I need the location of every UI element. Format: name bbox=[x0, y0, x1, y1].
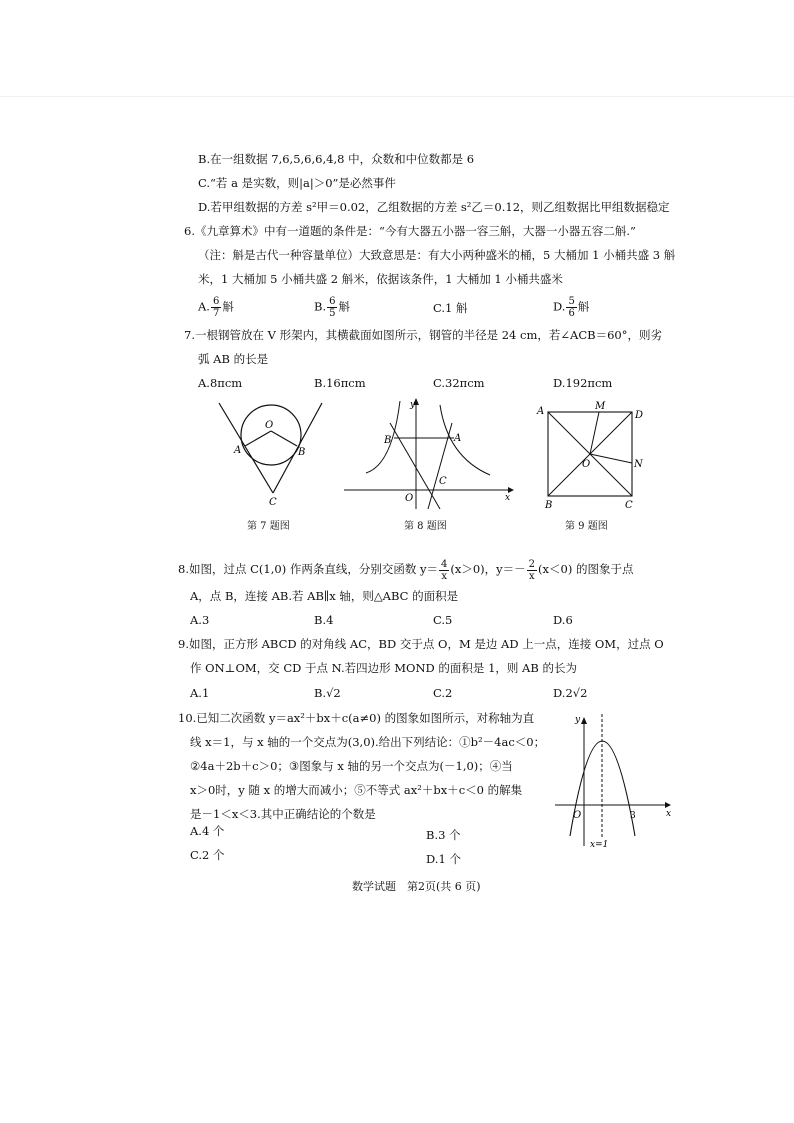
fig8-label-x: x bbox=[505, 493, 511, 503]
q8-post: (x＜0) 的图象于点 bbox=[538, 562, 634, 576]
fig7-radius-ob bbox=[271, 431, 297, 446]
q6-option-b-den: 5 bbox=[329, 308, 336, 319]
fig7-label-b: B bbox=[298, 447, 306, 458]
q6-line-3: 米，1 大桶加 5 小桶共盛 2 斛米，依据该条件，1 大桶加 1 小桶共盛米 bbox=[198, 272, 563, 286]
q8-f2-den: x bbox=[529, 570, 535, 582]
q6-option-a[interactable] bbox=[198, 296, 234, 319]
q7-option-d[interactable]: D.192πcm bbox=[553, 376, 613, 390]
fig9-segment-om bbox=[590, 412, 599, 454]
q8-f1-den: x bbox=[441, 570, 447, 582]
fig7-radius-oa bbox=[245, 431, 271, 446]
q6-option-d-num: 5 bbox=[568, 296, 575, 307]
q10-option-c[interactable]: C.2 个 bbox=[190, 848, 225, 862]
fig9-label-n: N bbox=[634, 459, 643, 470]
q9-option-b[interactable]: B.√2 bbox=[314, 686, 341, 700]
fig10-y-arrow bbox=[581, 717, 587, 724]
fig8-line-cb bbox=[390, 423, 440, 509]
q8-fraction-2 bbox=[527, 559, 537, 582]
fig9-label-c: C bbox=[625, 500, 633, 510]
q9-option-a[interactable]: A.1 bbox=[190, 686, 210, 700]
q10-line-1: 10.已知二次函数 y＝ax²＋bx＋c(a≠0) 的图象如图所示，对称轴为直 bbox=[178, 711, 535, 725]
q7-option-c[interactable]: C.32πcm bbox=[433, 376, 485, 390]
q10-line-4: x＞0时，y 随 x 的增大而减小；⑤不等式 ax²＋bx＋c＜0 的解集 bbox=[190, 783, 523, 797]
q8-fraction-1 bbox=[439, 559, 449, 582]
q6-line-2: （注：斛是古代一种容量单位）大致意思是：有大小两种盛米的桶，5 大桶加 1 小桶共盛 3 斛 bbox=[198, 248, 676, 262]
fig9-caption: 第 9 题图 bbox=[565, 521, 608, 532]
fig9-label-b: B bbox=[545, 500, 553, 510]
fig7-caption: 第 7 题图 bbox=[247, 521, 290, 532]
fig7-v-left bbox=[219, 403, 273, 493]
q5-option-c: C.“若 a 是实数，则|a|＞0”是必然事件 bbox=[198, 176, 396, 190]
scan-edge bbox=[0, 96, 794, 97]
q6-option-c[interactable]: C.1 斛 bbox=[433, 301, 468, 315]
q8-line-2: A，点 B，连接 AB.若 AB∥x 轴，则△ABC 的面积是 bbox=[190, 589, 459, 603]
fig7-circle bbox=[241, 405, 301, 465]
q8-f1-num: 4 bbox=[441, 558, 448, 570]
q6-option-b-prefix: B. bbox=[314, 299, 327, 314]
q9-option-d[interactable]: D.2√2 bbox=[553, 686, 588, 700]
fig10-label-y: y bbox=[575, 715, 581, 725]
fig8-label-a: A bbox=[454, 433, 462, 444]
figure-10 bbox=[553, 708, 681, 850]
q8-option-b[interactable]: B.4 bbox=[314, 613, 334, 627]
fig8-label-c: C bbox=[439, 476, 447, 487]
q6-option-d-unit: 斛 bbox=[577, 299, 590, 314]
q8-option-c[interactable]: C.5 bbox=[433, 613, 453, 627]
fig7-label-c: C bbox=[269, 497, 277, 508]
q6-option-a-prefix: A. bbox=[198, 299, 210, 314]
q6-line-1: 6.《九章算术》中有一道题的条件是：“今有大器五小器一容三斛，大器一小器五容二斛.” bbox=[184, 224, 636, 238]
q9-line-1: 9.如图，正方形 ABCD 的对角线 AC，BD 交于点 O，M 是边 AD 上一点，连接 OM，过点 O bbox=[178, 637, 664, 651]
q10-line-2: 线 x＝1，与 x 轴的一个交点为(3,0).给出下列结论：①b²－4ac＜0； bbox=[190, 735, 546, 749]
fig10-label-o: O bbox=[573, 810, 582, 821]
page-footer: 数学试题 第2页(共 6 页) bbox=[352, 880, 481, 893]
fig10-label-x: x bbox=[666, 809, 672, 819]
q6-option-d[interactable] bbox=[553, 296, 589, 319]
fig7-label-a: A bbox=[234, 445, 242, 456]
q9-line-2: 作 ON⊥OM，交 CD 于点 N.若四边形 MOND 的面积是 1，则 AB 的长为 bbox=[190, 661, 577, 675]
q10-option-a[interactable]: A.4 个 bbox=[190, 824, 225, 838]
figure-8 bbox=[342, 395, 520, 513]
fig8-label-y: y bbox=[410, 400, 416, 410]
q6-option-b-unit: 斛 bbox=[338, 299, 350, 314]
fig8-curve-left bbox=[366, 401, 400, 473]
q10-option-b[interactable]: B.3 个 bbox=[426, 828, 461, 842]
fig9-segment-on bbox=[590, 454, 632, 463]
q6-option-a-fraction bbox=[211, 296, 221, 319]
q8-mid: (x＞0)，y＝－ bbox=[450, 562, 526, 576]
q8-option-a[interactable]: A.3 bbox=[190, 613, 210, 627]
q7-line-1: 7.一根钢管放在 V 形架内，其横截面如图所示，钢管的半径是 24 cm，若∠ACB＝60°，则劣 bbox=[184, 328, 662, 342]
q6-option-a-unit: 斛 bbox=[222, 299, 234, 314]
q8-f2-num: 2 bbox=[528, 558, 536, 570]
q8-pre: 8.如图，过点 C(1,0) 作两条直线，分别交函数 y＝ bbox=[178, 562, 438, 576]
fig9-label-m: M bbox=[595, 401, 606, 412]
fig9-label-a: A bbox=[537, 406, 545, 417]
q6-option-a-num: 6 bbox=[212, 296, 220, 307]
q5-option-d: D.若甲组数据的方差 s²甲＝0.02，乙组数据的方差 s²乙＝0.12，则乙组数据比甲组数据稳定 bbox=[198, 200, 670, 214]
q6-option-d-prefix: D. bbox=[553, 299, 566, 314]
fig9-label-d: D bbox=[635, 410, 644, 421]
fig9-label-o: O bbox=[582, 459, 591, 470]
fig8-line-ca bbox=[428, 423, 452, 509]
q6-option-d-fraction bbox=[566, 296, 576, 319]
q5-option-b: B.在一组数据 7,6,5,6,6,4,8 中，众数和中位数都是 6 bbox=[198, 152, 475, 166]
fig10-label-axis: x=1 bbox=[590, 840, 609, 850]
fig10-x-arrow bbox=[665, 802, 671, 808]
q7-option-b[interactable]: B.16πcm bbox=[314, 376, 366, 390]
fig8-label-o: O bbox=[405, 493, 414, 504]
q6-option-b[interactable] bbox=[314, 296, 350, 319]
q7-option-a[interactable]: A.8πcm bbox=[198, 376, 243, 390]
q9-option-c[interactable]: C.2 bbox=[433, 686, 453, 700]
q7-line-2: 弧 AB 的长是 bbox=[198, 352, 269, 366]
q8-line-1 bbox=[178, 558, 633, 582]
fig8-label-b: B bbox=[384, 435, 392, 446]
fig10-label-three: 3 bbox=[630, 811, 636, 821]
q10-line-5: 是－1＜x＜3.其中正确结论的个数是 bbox=[190, 807, 376, 821]
q6-option-a-den: 7 bbox=[212, 308, 220, 319]
q10-option-d[interactable]: D.1 个 bbox=[426, 852, 461, 866]
q10-line-3: ②4a＋2b＋c＞0；③图象与 x 轴的另一个交点为(－1,0)；④当 bbox=[190, 759, 513, 773]
q8-option-d[interactable]: D.6 bbox=[553, 613, 573, 627]
figure-7 bbox=[205, 395, 335, 510]
figure-9 bbox=[535, 400, 645, 510]
q6-option-b-fraction bbox=[327, 296, 337, 319]
q6-option-d-den: 6 bbox=[568, 308, 575, 319]
fig8-caption: 第 8 题图 bbox=[404, 521, 447, 532]
fig7-label-o: O bbox=[265, 420, 274, 431]
q6-option-b-num: 6 bbox=[329, 296, 336, 307]
